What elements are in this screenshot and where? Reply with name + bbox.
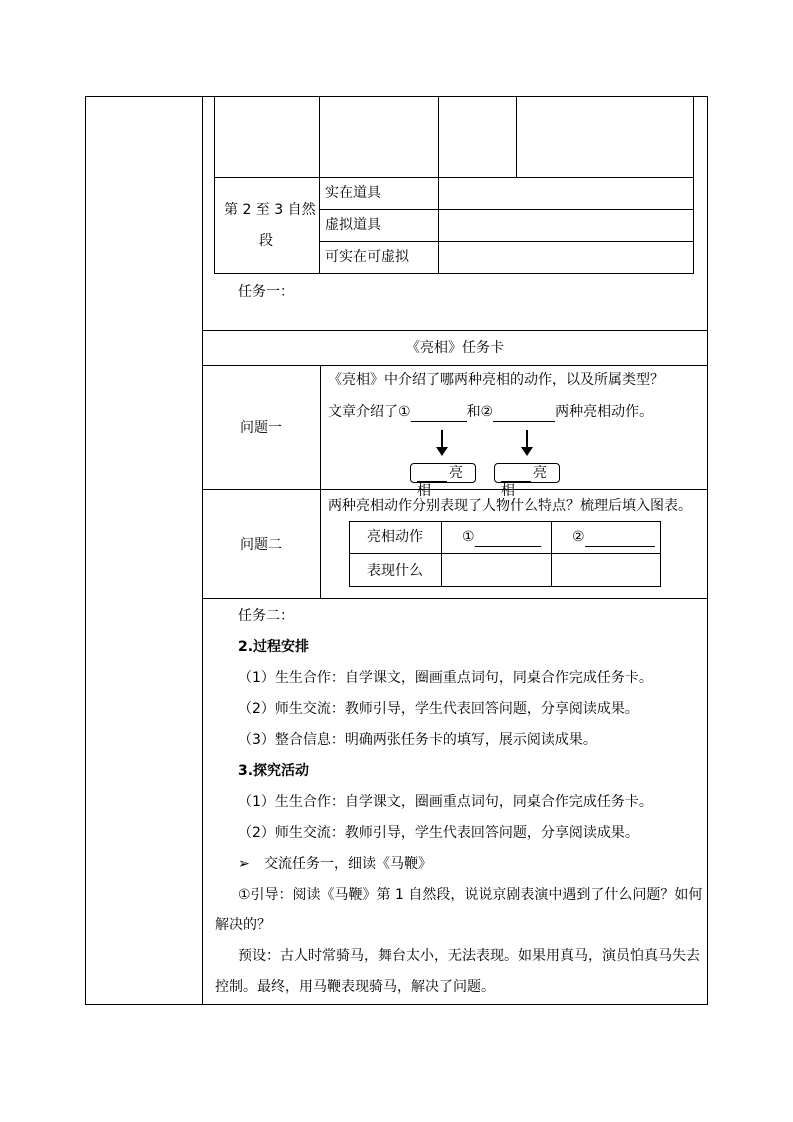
q2-table-bottom — [349, 586, 661, 587]
q1-type-box-2-blank[interactable] — [501, 468, 531, 482]
section-label-line2: 段 — [259, 233, 273, 249]
bullet-text: 交流任务一，细读《马鞭》 — [264, 856, 432, 872]
q2-table-col1 — [441, 521, 442, 587]
row-virtual-prop: 虚拟道具 — [325, 217, 381, 233]
outer-left-border — [85, 96, 86, 1005]
top-table-h2 — [319, 209, 694, 210]
q2-label: 问题二 — [240, 537, 282, 553]
q1-fill-suffix: 两种亮相动作。 — [555, 404, 654, 420]
q2-blank-2[interactable] — [585, 532, 655, 547]
outer-right-border — [707, 96, 708, 1005]
q2-row1-cell1 — [462, 527, 541, 547]
q2-table-col2 — [551, 521, 552, 587]
q2-row1-label: 亮相动作 — [367, 529, 423, 545]
q1-type-box-2-label: 亮相 — [501, 465, 547, 499]
section-heading-process: 2.过程安排 — [238, 639, 310, 655]
q1-fill-sentence — [328, 402, 653, 422]
q2-row1-cell2 — [572, 527, 655, 547]
guide-line-2: 解决的？ — [215, 917, 271, 933]
process-item-2: （2）师生交流：教师引导，学生代表回答问题，分享阅读成果。 — [238, 701, 639, 717]
outer-bottom-border — [85, 1004, 708, 1005]
q1-type-box-2[interactable] — [494, 463, 560, 499]
card-label-divider — [320, 365, 321, 599]
card-title: 《亮相》任务卡 — [406, 340, 504, 356]
bullet-arrow-icon: ➢ — [238, 856, 250, 872]
card-top — [202, 330, 708, 331]
process-item-3: （3）整合信息：明确两张任务卡的填写，展示阅读成果。 — [238, 732, 597, 748]
outer-column-divider — [202, 96, 203, 1005]
section-label-line1: 第 2 至 3 自然 — [224, 202, 316, 218]
guide-line-1: ①引导：阅读《马鞭》第 1 自然段，说说京剧表演中遇到了什么问题？如何 — [238, 887, 703, 903]
q1-label: 问题一 — [240, 420, 282, 436]
top-table-right — [693, 96, 694, 274]
q1-type-box-1[interactable] — [410, 463, 476, 499]
activity-item-2: （2）师生交流：教师引导，学生代表回答问题，分享阅读成果。 — [238, 825, 639, 841]
card-title-bottom — [202, 365, 708, 366]
q2-table-top — [349, 521, 661, 522]
top-table-h1 — [214, 177, 694, 178]
q2-table-left — [349, 521, 350, 587]
task1-label: 任务一： — [238, 284, 294, 300]
card-bottom — [202, 598, 708, 599]
top-table-left — [214, 96, 215, 274]
preset-line-1: 预设：古人时常骑马，舞台太小，无法表现。如果用真马，演员怕真马失去 — [238, 948, 700, 964]
q1-question: 《亮相》中介绍了哪两种亮相的动作，以及所属类型？ — [328, 372, 664, 388]
q1-type-box-1-blank[interactable] — [417, 468, 447, 482]
top-table-col1 — [319, 96, 320, 274]
top-table-bottom — [214, 273, 694, 274]
q1-fill-mid: 和② — [466, 404, 494, 420]
row-either-prop: 可实在可虚拟 — [325, 249, 409, 265]
q1-type-box-1-label: 亮相 — [417, 465, 463, 499]
arrow-down-icon — [436, 430, 448, 456]
q2-row2-label: 表现什么 — [367, 563, 423, 579]
q2-row1-cell1-mark: ① — [462, 529, 475, 545]
q1-blank-2[interactable] — [493, 407, 555, 422]
top-table-h3 — [319, 241, 694, 242]
q2-table-right — [660, 521, 661, 587]
q1-blank-1[interactable] — [411, 407, 467, 422]
q2-table-mid — [349, 553, 661, 554]
process-item-1: （1）生生合作：自学课文，圈画重点词句，同桌合作完成任务卡。 — [238, 670, 653, 686]
outer-top-border — [85, 96, 708, 97]
q2-row1-cell2-mark: ② — [572, 529, 585, 545]
arrow-down-icon — [521, 430, 533, 456]
top-table-col3 — [516, 96, 517, 177]
activity-item-1: （1）生生合作：自学课文，圈画重点词句，同桌合作完成任务卡。 — [238, 794, 653, 810]
q2-blank-1[interactable] — [475, 532, 541, 547]
card-q-divider — [202, 489, 708, 490]
task2-label: 任务二： — [238, 608, 294, 624]
section-heading-activity: 3.探究活动 — [238, 763, 310, 779]
preset-line-2: 控制。最终，用马鞭表现骑马，解决了问题。 — [215, 979, 495, 995]
q2-question: 两种亮相动作分别表现了人物什么特点？梳理后填入图表。 — [328, 498, 692, 514]
bullet-item — [238, 854, 432, 874]
q1-fill-prefix: 文章介绍了① — [328, 404, 411, 420]
top-table-col2 — [438, 96, 439, 274]
row-real-prop: 实在道具 — [325, 185, 381, 201]
